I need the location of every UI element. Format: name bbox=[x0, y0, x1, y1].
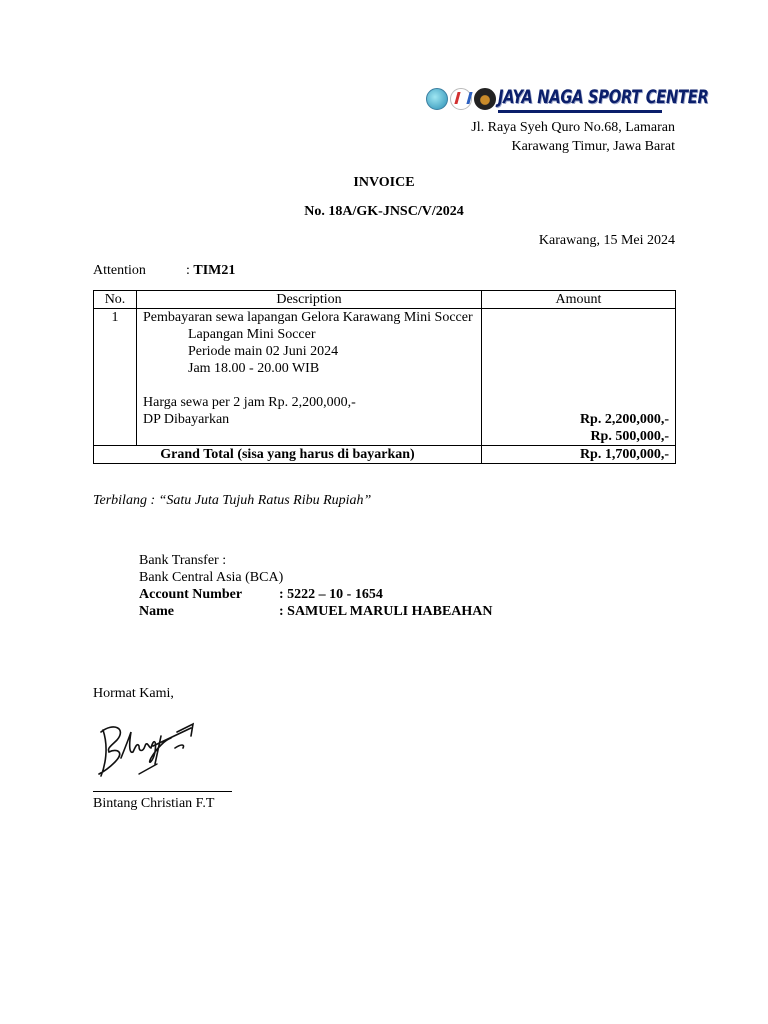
closing-greeting: Hormat Kami, bbox=[93, 686, 174, 701]
invoice-number: No. 18A/GK-JNSC/V/2024 bbox=[304, 204, 464, 219]
account-name-label: Name bbox=[139, 604, 174, 619]
company-logo bbox=[424, 86, 709, 114]
attention-separator: : bbox=[186, 263, 190, 278]
terbilang-text: Terbilang : “Satu Juta Tujuh Ratus Ribu Rupiah” bbox=[93, 493, 372, 508]
header-description: Description bbox=[137, 291, 482, 309]
logo-text: JAYA NAGA SPORT CENTER bbox=[498, 86, 709, 108]
account-name-row bbox=[139, 603, 493, 620]
item-detail-2: Periode main 02 Juni 2024 bbox=[188, 344, 339, 359]
company-address bbox=[471, 118, 675, 156]
attention-value: TIM21 bbox=[193, 263, 236, 278]
table-header-row bbox=[94, 291, 676, 309]
runner-icon bbox=[450, 88, 472, 110]
globe-icon bbox=[426, 88, 448, 110]
item-amount bbox=[482, 309, 676, 446]
item-no: 1 bbox=[94, 309, 137, 446]
account-number-label: Account Number bbox=[139, 587, 243, 602]
grand-total-amount: Rp. 1,700,000,- bbox=[482, 446, 676, 464]
item-detail-3: Jam 18.00 - 20.00 WIB bbox=[188, 361, 320, 376]
item-dp-amount: Rp. 500,000,- bbox=[590, 429, 669, 444]
header-no: No. bbox=[94, 291, 137, 309]
address-line-2: Karawang Timur, Jawa Barat bbox=[511, 139, 675, 154]
account-number-value: : 5222 – 10 - 1654 bbox=[279, 587, 383, 602]
item-desc-main: Pembayaran sewa lapangan Gelora Karawang Mini Soccer bbox=[143, 310, 473, 325]
invoice-title: INVOICE bbox=[353, 175, 415, 190]
signature-line bbox=[93, 791, 232, 792]
item-price-amount: Rp. 2,200,000,- bbox=[579, 412, 669, 427]
place-date: Karawang, 15 Mei 2024 bbox=[538, 233, 675, 248]
bank-title: Bank Transfer : bbox=[139, 553, 227, 568]
account-number-row bbox=[139, 586, 383, 603]
address-line-1: Jl. Raya Syeh Quro No.68, Lamaran bbox=[471, 120, 675, 135]
invoice-table bbox=[93, 290, 676, 464]
account-name-value: : SAMUEL MARULI HABEAHAN bbox=[279, 604, 493, 619]
header-amount: Amount bbox=[482, 291, 676, 309]
item-price-label: Harga sewa per 2 jam Rp. 2,200,000,- bbox=[143, 395, 356, 410]
logo-underline bbox=[498, 110, 662, 113]
bank-name: Bank Central Asia (BCA) bbox=[139, 570, 284, 585]
table-row bbox=[94, 309, 676, 446]
item-description bbox=[137, 309, 482, 446]
signer-name: Bintang Christian F.T bbox=[93, 796, 215, 811]
item-detail-1: Lapangan Mini Soccer bbox=[188, 327, 316, 342]
attention-row bbox=[186, 263, 235, 279]
attention-label: Attention bbox=[93, 263, 146, 278]
signature-image bbox=[95, 718, 205, 782]
item-dp-label: DP Dibayarkan bbox=[143, 412, 230, 427]
grand-total-label: Grand Total (sisa yang harus di bayarkan) bbox=[94, 446, 482, 464]
basketball-icon bbox=[474, 88, 496, 110]
grand-total-row bbox=[94, 446, 676, 464]
